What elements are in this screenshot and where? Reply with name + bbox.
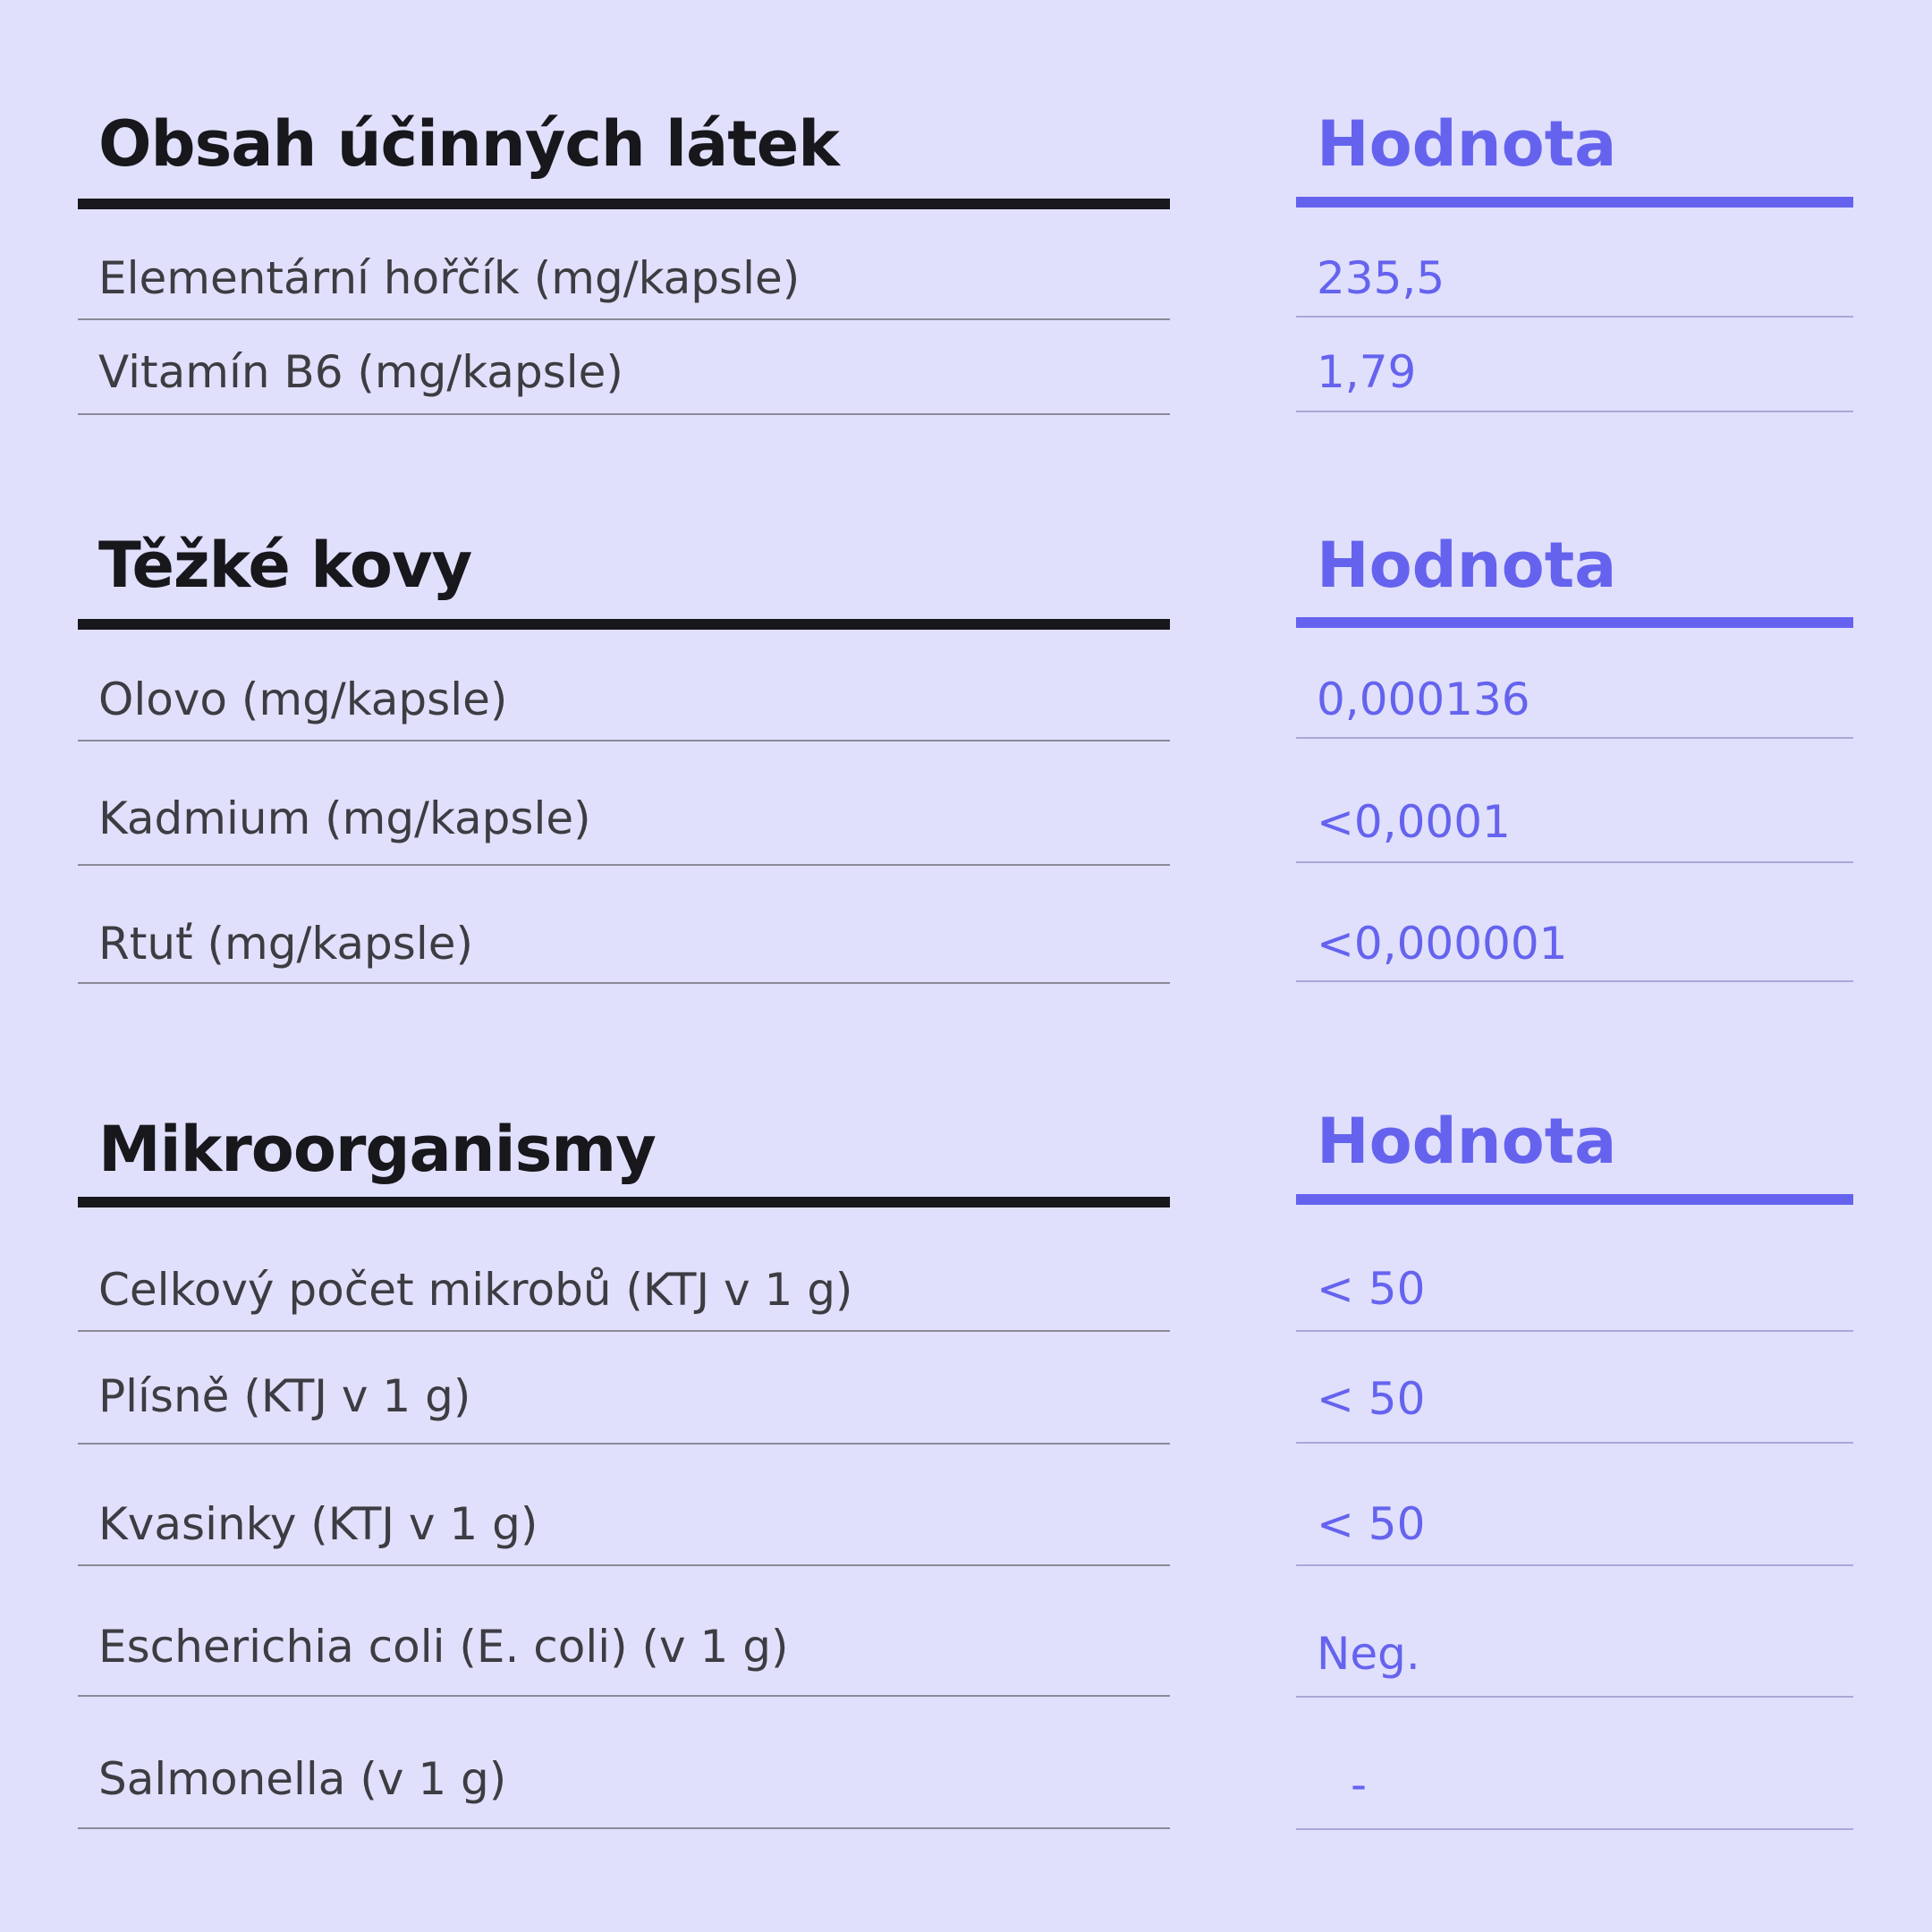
- row-value: 235,5: [1317, 252, 1445, 304]
- row-divider: [1296, 1442, 1853, 1444]
- row-divider: [78, 1827, 1170, 1829]
- row-divider: [1296, 411, 1853, 412]
- row-value: <0,000001: [1317, 918, 1568, 970]
- row-divider: [1296, 737, 1853, 739]
- row-label: Kvasinky (KTJ v 1 g): [98, 1498, 538, 1550]
- row-divider: [1296, 1564, 1853, 1566]
- row-divider: [78, 1695, 1170, 1697]
- row-label: Salmonella (v 1 g): [98, 1753, 507, 1805]
- row-value: < 50: [1317, 1373, 1426, 1425]
- section-divider: [78, 199, 1170, 209]
- row-divider: [78, 1443, 1170, 1445]
- row-divider: [1296, 1828, 1853, 1830]
- row-label: Elementární hořčík (mg/kapsle): [98, 252, 801, 304]
- row-label: Olovo (mg/kapsle): [98, 674, 508, 725]
- row-divider: [78, 740, 1170, 741]
- row-label: Vitamín B6 (mg/kapsle): [98, 346, 623, 398]
- section-title: Obsah účinných látek: [98, 107, 839, 181]
- value-column-header: Hodnota: [1317, 529, 1617, 602]
- row-label: Kadmium (mg/kapsle): [98, 792, 591, 844]
- row-divider: [78, 982, 1170, 984]
- section-title: Těžké kovy: [98, 529, 472, 602]
- section-title: Mikroorganismy: [98, 1113, 656, 1186]
- row-label: Celkový počet mikrobů (KTJ v 1 g): [98, 1264, 853, 1316]
- row-divider: [1296, 980, 1853, 982]
- row-label: Plísně (KTJ v 1 g): [98, 1370, 471, 1422]
- section-divider: [78, 1197, 1170, 1208]
- row-divider: [78, 864, 1170, 866]
- value-divider: [1296, 617, 1853, 628]
- row-value: -: [1351, 1758, 1368, 1810]
- row-divider: [1296, 1696, 1853, 1698]
- row-value: < 50: [1317, 1263, 1426, 1315]
- row-divider: [1296, 316, 1853, 318]
- value-divider: [1296, 197, 1853, 208]
- value-divider: [1296, 1194, 1853, 1205]
- row-divider: [78, 318, 1170, 320]
- value-column-header: Hodnota: [1317, 107, 1617, 181]
- row-value: <0,0001: [1317, 796, 1511, 848]
- row-divider: [78, 413, 1170, 415]
- row-label: Rtuť (mg/kapsle): [98, 918, 473, 970]
- row-divider: [78, 1330, 1170, 1332]
- row-label: Escherichia coli (E. coli) (v 1 g): [98, 1621, 789, 1673]
- value-column-header: Hodnota: [1317, 1105, 1617, 1178]
- section-divider: [78, 619, 1170, 630]
- row-divider: [1296, 861, 1853, 863]
- row-divider: [78, 1564, 1170, 1566]
- row-value: 1,79: [1317, 346, 1417, 398]
- row-value: < 50: [1317, 1498, 1426, 1550]
- row-divider: [1296, 1330, 1853, 1332]
- row-value: 0,000136: [1317, 674, 1530, 725]
- row-value: Neg.: [1317, 1628, 1420, 1680]
